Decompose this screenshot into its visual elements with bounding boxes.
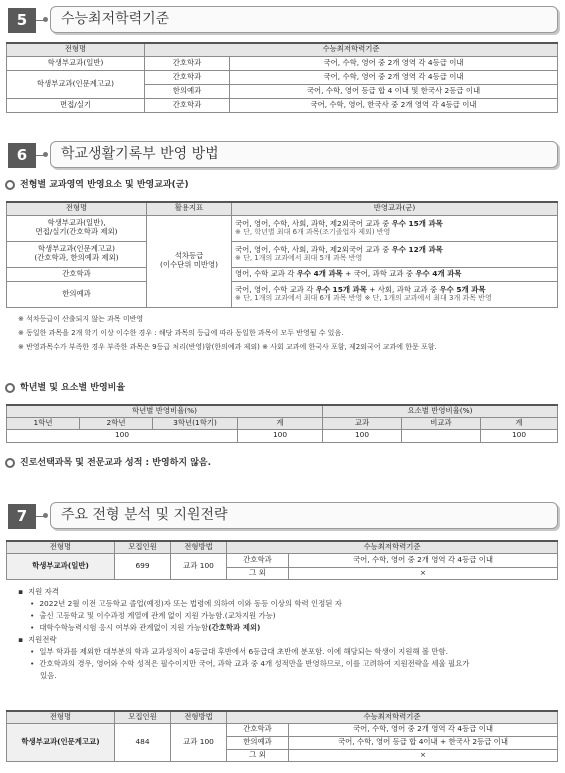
subject-ratio-value: 100	[323, 429, 402, 442]
criteria-cell: 국어, 수학, 영어 중 2개 영역 각 4등급 이내	[230, 70, 558, 84]
header-admission-type: 전형명	[7, 541, 115, 553]
header-subject: 교과	[323, 417, 402, 429]
quota-cell: 484	[115, 723, 171, 761]
header-admission-type: 전형명	[7, 43, 145, 56]
admission-type-cell: 한의예과	[7, 281, 147, 307]
department-cell: 간호학과	[145, 70, 230, 84]
grade-ratio-value: 100	[7, 429, 238, 442]
table-row	[7, 70, 558, 84]
section-title: 주요 전형 분석 및 지원전략	[50, 502, 558, 529]
subjects-emphasis: 우수 4개 과목	[296, 268, 343, 278]
header-grade-2: 2학년	[80, 417, 153, 429]
subheading-text: 진로선택과목 및 전문교과 성적 : 반영하지 않음.	[20, 458, 212, 468]
table-row	[7, 281, 558, 307]
header-element-ratio: 요소별 반영비율(%)	[323, 405, 558, 417]
header-quota: 모집인원	[115, 711, 171, 723]
department-cell: 간호학과	[145, 98, 230, 112]
circle-bullet-icon	[5, 180, 15, 190]
grade-total-value: 100	[238, 429, 323, 442]
department-cell: 간호학과	[227, 723, 289, 736]
subjects-emphasis: 우수 15개 과목	[315, 284, 367, 294]
bullet-heading: ▪ 지원전략	[18, 634, 558, 646]
section-5-header	[5, 6, 558, 35]
section-7-header	[5, 502, 558, 531]
criteria-cell: 국어, 수학, 영어 중 2개 영역 각 4등급 이내	[289, 723, 558, 736]
table-row	[7, 553, 558, 567]
bullet-item-continued: 있음.	[40, 671, 57, 680]
method-cell: 교과 100	[171, 723, 227, 761]
subjects-note: ※ 단, 1개의 교과에서 최대 5개 과목 반영	[235, 254, 363, 263]
subheading-text: 학년별 및 요소별 반영비율	[20, 383, 126, 393]
connector-dot	[43, 513, 48, 518]
connector-dot	[43, 152, 48, 157]
header-grade-3: 3학년(1학기)	[153, 417, 238, 429]
criteria-cell: 국어, 수학, 영어 중 2개 영역 각 4등급 이내	[289, 553, 558, 567]
department-cell: 간호학과	[227, 553, 289, 567]
subjects-cell	[232, 241, 558, 267]
table-row	[7, 98, 558, 112]
admission-type-cell: 학생부교과(일반)	[7, 56, 145, 70]
department-cell: 한의예과	[227, 736, 289, 749]
subjects-note: ※ 단, 학년별 최대 6개 과목(조기졸업자 제외) 반영	[235, 228, 391, 237]
non-subject-ratio-value	[402, 429, 481, 442]
remarks-list	[18, 315, 558, 357]
subjects-text: + 사회, 과학 교과 중	[366, 284, 440, 294]
criteria-cell: 국어, 수학, 영어, 한국사 중 2개 영역 각 4등급 이내	[230, 98, 558, 112]
subjects-text: 국어, 영어, 수학 교과 각	[235, 284, 316, 294]
indicator-line: (이수단위 미반영)	[159, 260, 219, 269]
bullet-item: • 간호학과의 경우, 영어와 수학 성적은 필수이지만 국어, 과학 교과 중 4개 성적만을 반영하므로, 이를 고려하여 지원전략을 세울 필요가	[18, 658, 558, 670]
admission-type-line: 학생부교과(일반),	[47, 218, 106, 228]
subjects-text: 영어, 수학 교과 각	[235, 268, 297, 278]
table-row	[7, 723, 558, 736]
humanities-admission-table	[6, 710, 558, 762]
bullet-item: • 일부 학과를 제외한 대부분의 학과 교과성적이 4등급대 후반에서 6등급대 초반에 분포함. 이에 해당되는 학생이 지원해 볼 만함.	[18, 646, 558, 658]
admission-type-cell	[7, 215, 147, 241]
admission-type-cell	[7, 241, 147, 267]
bullet-item: • 2022년 2월 이전 고등학교 졸업(예정)자 또는 법령에 의하여 이와 동등 이상의 학력 인정된 자	[18, 598, 558, 610]
subjects-text: 국어, 영어, 수학, 사회, 과학, 제2외국어 교과 중	[235, 218, 392, 228]
ratio-table	[6, 404, 558, 443]
header-criteria: 수능최저학력기준	[227, 711, 558, 723]
header-grade-ratio: 학년별 반영비율(%)	[7, 405, 323, 417]
table-row	[7, 241, 558, 267]
indicator-cell	[147, 215, 232, 307]
subheading-ratio	[5, 383, 125, 393]
admission-type-cell: 학생부교과(인문계고교)	[7, 723, 115, 761]
bullet-text: 대학수학능력시험 응시 여부와 관계없이 지원 가능함	[39, 623, 209, 632]
section-6-header	[5, 141, 558, 170]
subjects-cell	[232, 267, 558, 281]
subjects-emphasis: 우수 12개 과목	[391, 244, 443, 254]
subjects-cell	[232, 215, 558, 241]
remark-item: ※ 석차등급이 산출되지 않는 과목 미반영	[18, 315, 144, 323]
subjects-text: 국어, 영어, 수학, 사회, 과학, 제2외국어 교과 중	[235, 244, 392, 254]
header-admission-type: 전형명	[7, 711, 115, 723]
remark-item: ※ 반영과목수가 부족한 경우 부족한 과목은 9등급 처리(반영)함(한의예과 제외) ※ 사회 교과에 한국사 포함, 제2외국어 교과에 한문 포함.	[18, 343, 437, 351]
table-row	[7, 267, 558, 281]
section-number-badge: 6	[8, 143, 36, 168]
admission-type-line: 학생부교과(인문계고교)	[37, 244, 116, 254]
department-cell: 한의예과	[145, 84, 230, 98]
quota-cell: 699	[115, 553, 171, 579]
header-criteria: 수능최저학력기준	[227, 541, 558, 553]
department-cell: 그 외	[227, 749, 289, 761]
subject-reflection-table	[6, 201, 558, 308]
header-grade-1: 1학년	[7, 417, 80, 429]
subjects-note: ※ 단, 1개의 교과에서 최대 6개 과목 반영 ※ 단, 1개의 교과에서 최대 3개 과목 반영	[235, 294, 492, 303]
header-quota: 모집인원	[115, 541, 171, 553]
admission-type-line: 면접/실기(간호학과 제외)	[35, 227, 118, 236]
section-number-badge: 5	[8, 8, 36, 33]
subjects-text: + 국어, 과학 교과 중	[342, 268, 416, 278]
subjects-emphasis: 우수 15개 과목	[391, 218, 443, 228]
bullet-item	[18, 622, 558, 634]
header-total: 계	[238, 417, 323, 429]
admission-type-cell: 면접/실기	[7, 98, 145, 112]
admission-type-cell: 학생부교과(인문계고교)	[7, 70, 145, 98]
circle-bullet-icon	[5, 458, 15, 468]
criteria-cell: 국어, 수학, 영어 등급 합 4이내 + 한국사 2등급 이내	[289, 736, 558, 749]
header-indicator: 활용지표	[147, 202, 232, 215]
suneung-criteria-table	[6, 42, 558, 113]
subjects-cell	[232, 281, 558, 307]
bullet-item: • 출신 고등학교 및 이수과정 계열에 관계 없이 지원 가능함.(교차지원 가능)	[18, 610, 558, 622]
header-total: 계	[481, 417, 558, 429]
strategy-notes	[18, 586, 558, 682]
bullet-heading: ▪ 지원 자격	[18, 586, 558, 598]
header-admission-type: 전형명	[7, 202, 147, 215]
criteria-cell: 국어, 수학, 영어 등급 합 4 이내 및 한국사 2등급 이내	[230, 84, 558, 98]
criteria-cell: ×	[289, 749, 558, 761]
department-cell: 간호학과	[145, 56, 230, 70]
section-title: 수능최저학력기준	[50, 6, 558, 33]
connector-dot	[43, 17, 48, 22]
subheading-career-subjects	[5, 458, 211, 468]
header-non-subject: 비교과	[402, 417, 481, 429]
method-cell: 교과 100	[171, 553, 227, 579]
header-method: 전형방법	[171, 541, 227, 553]
department-cell: 그 외	[227, 567, 289, 579]
general-admission-table	[6, 540, 558, 580]
subjects-emphasis: 우수 5개 과목	[439, 284, 486, 294]
bullet-emphasis: (간호학과 제외)	[208, 623, 261, 632]
criteria-cell: 국어, 수학, 영어 중 2개 영역 각 4등급 이내	[230, 56, 558, 70]
section-title: 학교생활기록부 반영 방법	[50, 141, 558, 168]
subheading-text: 전형별 교과영역 반영요소 및 반영교과(군)	[20, 180, 189, 190]
subheading-subject-factors	[5, 180, 189, 190]
header-subjects: 반영교과(군)	[232, 202, 558, 215]
indicator-line: 석차등급	[174, 251, 204, 261]
section-number-badge: 7	[8, 504, 36, 529]
header-criteria: 수능최저학력기준	[145, 43, 558, 56]
admission-type-cell: 간호학과	[7, 267, 147, 281]
criteria-cell: ×	[289, 567, 558, 579]
admission-type-cell: 학생부교과(일반)	[7, 553, 115, 579]
table-row	[7, 215, 558, 241]
element-total-value: 100	[481, 429, 558, 442]
circle-bullet-icon	[5, 383, 15, 393]
table-row	[7, 56, 558, 70]
header-method: 전형방법	[171, 711, 227, 723]
remark-item: ※ 동일한 과목을 2개 학기 이상 이수한 경우 : 해당 과목의 등급에 따라 동일한 과목이 모두 반영될 수 있음.	[18, 329, 344, 337]
subjects-emphasis: 우수 4개 과목	[415, 268, 462, 278]
admission-type-line: (간호학과, 한의예과 제외)	[34, 253, 119, 262]
table-row	[7, 429, 558, 442]
